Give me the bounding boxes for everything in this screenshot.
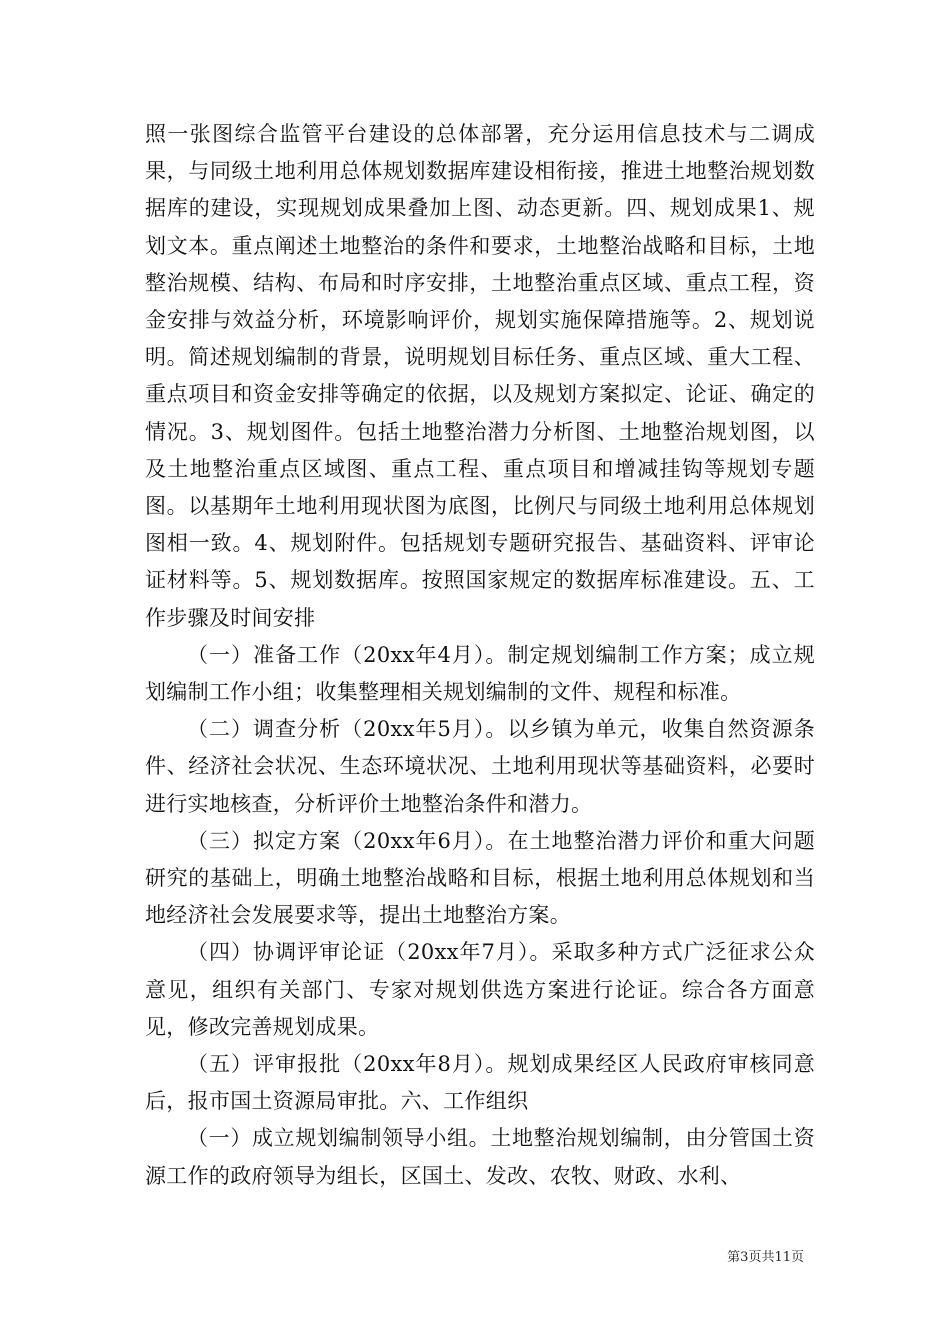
page-footer (0, 1246, 950, 1265)
body-text (145, 116, 815, 1195)
paragraph-leading-group: （一）成立规划编制领导小组。土地整治规划编制，由分管国土资源工作的政府领导为组长，区国土、发改、农牧、财政、水利、 (145, 1126, 815, 1188)
paragraph-step-draft-plan: （三）拟定方案（20xx年6月）。在土地整治潜力评价和重大问题研究的基础上，明确土地整治战略和目标，根据土地利用总体规划和当地经济社会发展要求等，提出土地整治方案。 (145, 828, 815, 928)
page-number: 第3页共11页 (727, 1250, 804, 1265)
paragraph-step-review: （四）协调评审论证（20xx年7月）。采取多种方式广泛征求公众意见，组织有关部门、专家对规划供选方案进行论证。综合各方面意见，修改完善规划成果。 (145, 940, 815, 1039)
paragraph-planning-results: 照一张图综合监管平台建设的总体部署，充分运用信息技术与二调成果，与同级土地利用总体规划数据库建设相衔接，推进土地整治规划数据库的建设，实现规划成果叠加上图、动态更新。四、规划成果1、规划文本。重点阐述土地整治的条件和要求，土地整治战略和目标，土地整治规模、结构、布局和时序安排，土地整治重点区域、重点工程，资金安排与效益分析，环境影响评价，规划实施保障措施等。2、规划说明。简述规划编制的背景，说明规划目标任务、重点区域、重大工程、重点项目和资金安排等确定的依据，以及规划方案拟定、论证、确定的情况。3、规划图件。包括土地整治潜力分析图、土地整治规划图，以及土地整治重点区域图、重点工程、重点项目和增减挂钩等规划专题图。以基期年土地利用现状图为底图，比例尺与同级土地利用总体规划图相一致。4、规划附件。包括规划专题研究报告、基础资料、评审论证材料等。5、规划数据库。按照国家规定的数据库标准建设。五、工作步骤及时间安排 (145, 122, 815, 630)
paragraph-step-approval: （五）评审报批（20xx年8月）。规划成果经区人民政府审核同意后，报市国土资源局审批。六、工作组织 (145, 1052, 815, 1114)
paragraph-step-survey: （二）调查分析（20xx年5月）。以乡镇为单元，收集自然资源条件、经济社会状况、生态环境状况、土地利用现状等基础资料，必要时进行实地核查，分析评价土地整治条件和潜力。 (145, 717, 815, 816)
paragraph-step-preparation: （一）准备工作（20xx年4月）。制定规划编制工作方案；成立规划编制工作小组；收集整理相关规划编制的文件、规程和标准。 (145, 642, 815, 705)
